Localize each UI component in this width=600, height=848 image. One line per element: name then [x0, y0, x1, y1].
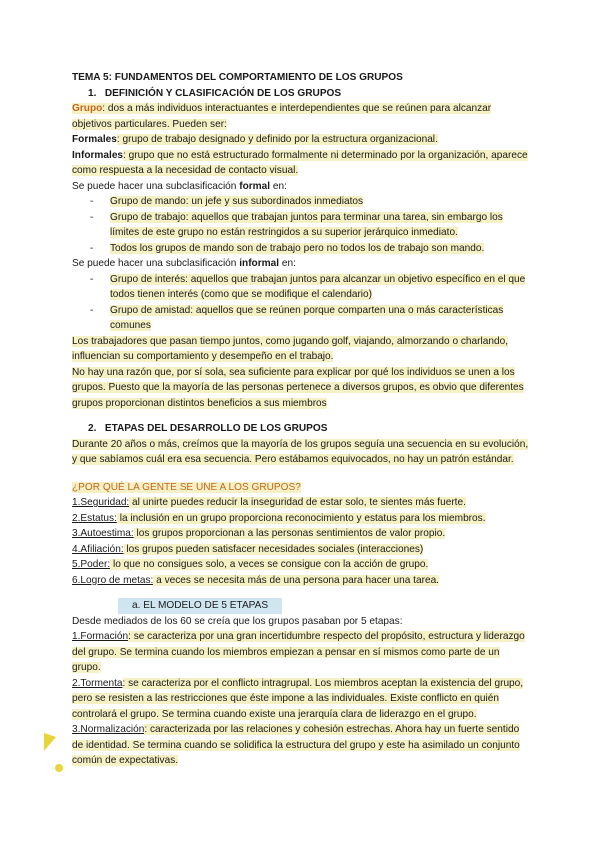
informal-item: - Grupo de interés: aquellos que trabajan juntos para alcanzar un objetivo específico en el que todos tienen interés (como que se modifique el calendario) [90, 273, 526, 300]
why-item: 5.Poder: lo que no consigues solo, a veces se consigue con la acción de grupo. [72, 559, 429, 570]
stage-item: 3.Normalización: caracterizada por las relaciones y cohesión estrechas. Ahora hay un fuerte sentido de identidad. Se termina cuando se solidifica la estructura del grupo y este ha asimilado un conjunto común de expectativas. [72, 724, 520, 766]
why-item: 1.Seguridad: al unirte puedes reducir la inseguridad de estar solo, te sientes más fuerte. [72, 497, 466, 508]
formales-definition: Formales: grupo de trabajo designado y definido por la estructura organizacional. [72, 134, 438, 145]
why-item: 2.Estatus: la inclusión en un grupo proporciona reconocimiento y estatus para los miembros. [72, 512, 486, 524]
why-item: 3.Autoestima: los grupos proporcionan a las personas sentimientos de valor propio. [72, 528, 446, 539]
informal-item: - Grupo de amistad: aquellos que se reúnen porque comparten una o más características comunes [90, 304, 504, 331]
subclass-informal: Se puede hacer una subclasificación informal en: [72, 258, 296, 269]
section-2-heading: 2. ETAPAS DEL DESARROLLO DE LOS GRUPOS [88, 423, 328, 434]
subclass-formal: Se puede hacer una subclasificación formal en: [72, 180, 287, 192]
paragraph-razon: No hay una razón que, por sí sola, sea suficiente para explicar por qué los individuos se unen a los grupos. Puesto que la mayoría de las personas pertenece a diversos grupos, es obvio que diferentes grupos proporcionan distintos beneficios a sus miembros [72, 366, 524, 409]
model-heading: a. EL MODELO DE 5 ETAPAS [72, 598, 530, 614]
grupo-definition: Grupo: dos a más individuos interactuantes e interdependientes que se reúnen para alcanzar objetivos particulares. Pueden ser: [72, 103, 492, 130]
why-item: 4.Afiliación: los grupos pueden satisfacer necesidades sociales (interacciones) [72, 543, 424, 555]
paragraph-trabajadores: Los trabajadores que pasan tiempo juntos, como jugando golf, viajando, almorzando o charlando, influencian su comportamiento y desempeño en el trabajo. [72, 335, 508, 362]
stage-item: 1.Formación: se caracteriza por una gran incertidumbre respecto del propósito, estructura y liderazgo del grupo. Se termina cuando los miembros empiezan a pensar en sí mismos como parte de un grupo. [72, 631, 525, 673]
model-intro: Desde mediados de los 60 se creía que los grupos pasaban por 5 etapas: [72, 615, 403, 627]
formal-item: - Grupo de mando: un jefe y sus subordinados inmediatos [90, 196, 364, 207]
stage-item: 2.Tormenta: se caracteriza por el conflicto intragrupal. Los miembros aceptan la existencia del grupo, pero se resisten a las restricciones que éste impone a las individuales. Existe conflicto en quién controlará el grupo. Se termina cuando existe una jerarquía clara de liderazgo en el grupo. [72, 677, 524, 720]
why-item: 6.Logro de metas: a veces se necesita más de una persona para hacer una tarea. [72, 574, 439, 586]
why-heading: ¿POR QUÉ LA GENTE SE UNE A LOS GRUPOS? [72, 481, 301, 493]
informales-definition: Informales: grupo que no está estructurado formalmente ni determinado por la organización, aparece como respuesta a la necesidad de contacto visual. [72, 149, 528, 176]
highlight-dot-icon [55, 764, 63, 772]
document-page [72, 70, 530, 769]
document-title: TEMA 5: FUNDAMENTOS DEL COMPORTAMIENTO DE LOS GRUPOS [72, 72, 403, 83]
highlight-flag-icon [44, 733, 56, 751]
section-2-intro: Durante 20 años o más, creímos que la mayoría de los grupos seguía una secuencia en su evolución, y que sabíamos cuál era esa secuencia. Pero estábamos equivocados, no hay un patrón estándar. [72, 438, 529, 465]
formal-item: - Todos los grupos de mando son de trabajo pero no todos los de trabajo son mando. [90, 242, 485, 254]
section-1-heading: 1. DEFINICIÓN Y CLASIFICACIÓN DE LOS GRUPOS [88, 87, 342, 99]
formal-item: - Grupo de trabajo: aquellos que trabajan juntos para terminar una tarea, sin embargo los límites de este grupo no están restringidos a su superior jerárquico inmediato. [90, 211, 503, 238]
